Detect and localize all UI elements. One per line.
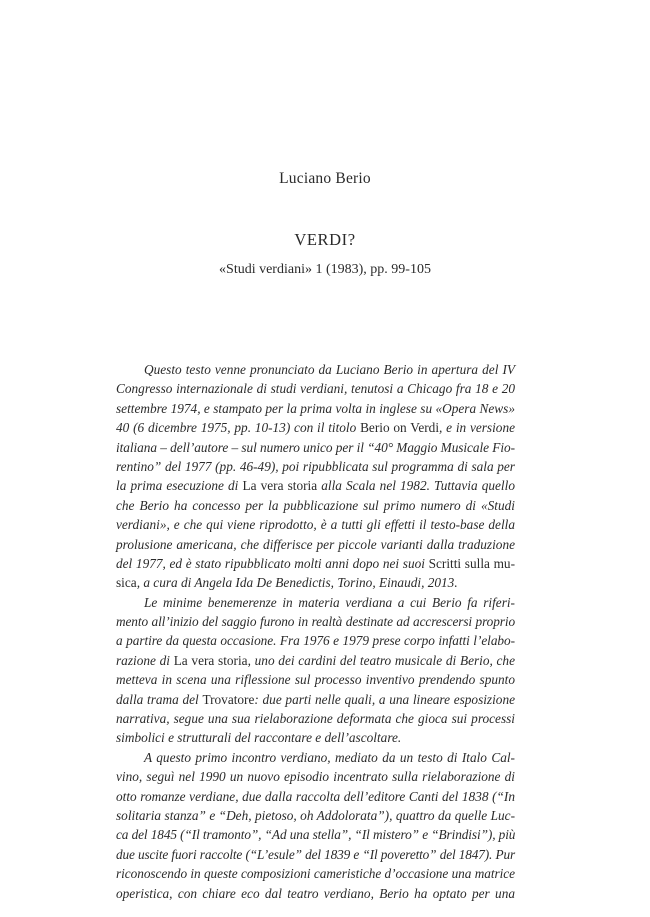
text-line: la prima esecuzione di La vera storia alla Scala nel 1982. Tuttavia quello	[116, 478, 515, 494]
text-line: Le minime benemerenze in materia verdiana a cui Berio fa riferi-	[144, 594, 515, 610]
text-line: riconoscendo in queste composizioni cameristiche d’occasione una matrice	[116, 866, 515, 882]
text-line: solitaria stanza” e “Deh, pietoso, oh Addolorata”), quattro da quelle Luc-	[116, 807, 515, 823]
editorial-note	[116, 360, 515, 903]
text-line: mento all’inizio del saggio furono in realtà destinate ad accrescersi proprio	[116, 614, 515, 630]
text-line: Congresso internazionale di studi verdiani, tenutosi a Chicago fra 18 e 20	[116, 381, 515, 397]
essay-title: VERDI?	[294, 230, 356, 249]
text-line: sica, a cura di Angela Ida De Benedictis, Torino, Einaudi, 2013.	[116, 575, 458, 591]
text-line: del 1977, ed è stato ripubblicato molti anni dopo nei suoi Scritti sulla mu-	[116, 555, 516, 571]
text-line: due uscite fuori raccolte (“L’esule” del 1839 e “Il poveretto” del 1847). Pur	[116, 846, 515, 862]
text-line: A questo primo incontro verdiano, mediato da un testo di Italo Cal-	[144, 749, 515, 765]
text-line: dalla trama del Trovatore: due parti nelle quali, a una lineare esposizione	[116, 691, 516, 707]
text-line: prolusione americana, che differisce per piccole varianti dalla traduzione	[116, 536, 515, 552]
text-line: otto romanze verdiane, due dalla raccolta dell’editore Canti del 1838 (“In	[116, 788, 515, 804]
text-line: simbolici e strutturali del raccontare e dell’ascoltare.	[116, 730, 402, 746]
text-line: verdiani», e che qui viene riprodotto, è a tutti gli effetti il testo-base della	[116, 517, 515, 533]
text-line: metteva in scena una riflessione sul processo inventivo prendendo spunto	[116, 672, 515, 688]
text-line: ca del 1845 (“Il tramonto”, “Ad una stella”, “Il mistero” e “Brindisi”), più	[116, 827, 516, 843]
text-line: Questo testo venne pronunciato da Luciano Berio in apertura del IV	[144, 362, 515, 377]
text-line: che Berio ha concesso per la pubblicazione sul primo numero di «Studi	[116, 497, 515, 513]
text-line: settembre 1974, e stampato per la prima volta in inglese su «Opera News»	[116, 400, 515, 416]
text-line: rentino” del 1977 (pp. 46-49), poi ripubblicata sul programma di sala per	[116, 458, 515, 474]
text-line: operistica, con chiare eco dal teatro verdiano, Berio ha optato per una	[116, 885, 515, 901]
text-line: vino, seguì nel 1990 un nuovo episodio incentrato sulla rielaborazione di	[116, 769, 515, 785]
author-name: Luciano Berio	[279, 170, 371, 187]
text-line: a partire da questa occasione. Fra 1976 e 1979 prese corpo infatti l’elabo-	[116, 633, 515, 649]
text-line: razione di La vera storia, uno dei cardini del teatro musicale di Berio, che	[116, 652, 515, 668]
text-line: 40 (6 dicembre 1975, pp. 10-13) con il titolo Berio on Verdi, e in versione	[116, 420, 515, 436]
text-line: narrativa, segue una sua rielaborazione deformata che gioca sui processi	[116, 711, 515, 727]
source-citation: «Studi verdiani» 1 (1983), pp. 99-105	[219, 262, 431, 277]
text-line: italiana – dell’autore – sul numero unico per il “40° Maggio Musicale Fio-	[116, 439, 515, 455]
